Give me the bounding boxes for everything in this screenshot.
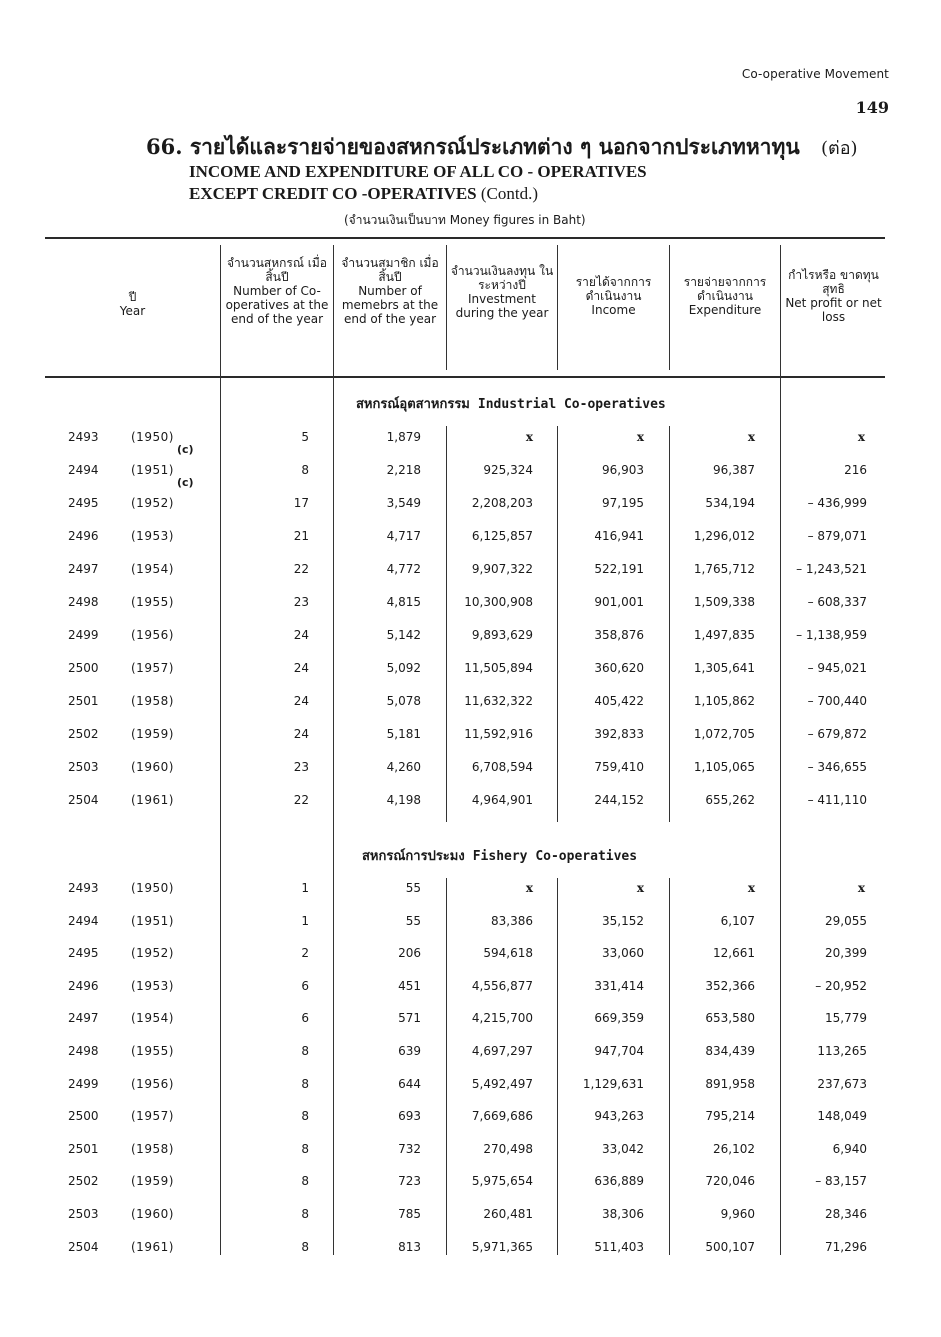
members-count: 5,092 xyxy=(386,661,421,675)
investment-value: 11,592,916 xyxy=(464,727,533,741)
investment-value: 6,708,594 xyxy=(471,760,533,774)
members-count: 4,772 xyxy=(386,562,421,576)
net-value: x xyxy=(857,881,865,895)
year-ad: (1959) xyxy=(131,1174,174,1189)
members-count: 644 xyxy=(398,1076,421,1091)
expenditure-value: 834,439 xyxy=(705,1044,755,1058)
coops-count: 24 xyxy=(293,628,309,642)
coops-count: 24 xyxy=(293,661,309,675)
year-ad: (1956) xyxy=(131,628,174,642)
income-value: 392,833 xyxy=(594,727,644,741)
year-be: 2503 xyxy=(68,1207,99,1221)
net-value: – 1,138,959 xyxy=(796,628,867,642)
year-ad: (1952) xyxy=(131,946,174,961)
income-value: 244,152 xyxy=(594,793,644,807)
table-title-thai xyxy=(146,131,858,164)
footnote-mark: (c) xyxy=(177,476,194,489)
year-be: 2497 xyxy=(68,562,99,576)
investment-value: x xyxy=(525,881,533,895)
expenditure-value: 891,958 xyxy=(705,1076,755,1091)
members-count: 813 xyxy=(398,1239,421,1254)
coops-count: 24 xyxy=(293,727,309,741)
expenditure-value: 1,105,862 xyxy=(693,694,755,708)
investment-value: 11,632,322 xyxy=(464,694,533,708)
members-count: 785 xyxy=(398,1207,421,1221)
year-be: 2501 xyxy=(68,1141,99,1156)
net-value: – 608,337 xyxy=(807,595,867,609)
table-row xyxy=(0,562,941,582)
table-row xyxy=(0,1109,941,1129)
year-be: 2502 xyxy=(68,1174,99,1189)
members-count: 55 xyxy=(405,913,421,928)
members-count: 639 xyxy=(398,1044,421,1058)
table-row xyxy=(0,979,941,999)
table-row xyxy=(0,727,941,747)
year-ad: (1958) xyxy=(131,694,174,708)
table-row xyxy=(0,595,941,615)
net-value: – 346,655 xyxy=(807,760,867,774)
column-divider-1 xyxy=(220,245,221,1255)
table-row xyxy=(0,1174,941,1194)
title-en-contd: (Contd.) xyxy=(480,184,539,203)
table-row xyxy=(0,661,941,681)
year-be: 2502 xyxy=(68,727,99,741)
expenditure-value: 12,661 xyxy=(713,946,755,961)
running-head: Co-operative Movement xyxy=(741,67,889,81)
investment-value: 9,907,322 xyxy=(471,562,533,576)
table-row xyxy=(0,430,941,456)
net-value: 113,265 xyxy=(817,1044,867,1058)
expenditure-value: 1,497,835 xyxy=(693,628,755,642)
net-value: – 700,440 xyxy=(807,694,867,708)
col-header-net: กำไรหรือ ขาดทุนสุทธิ Net profit or net loss xyxy=(785,268,882,324)
net-value: 20,399 xyxy=(825,946,867,961)
table-row xyxy=(0,529,941,549)
year-be: 2493 xyxy=(68,881,99,895)
year-ad: (1954) xyxy=(131,562,174,576)
coops-count: 23 xyxy=(293,760,309,774)
income-value: 636,889 xyxy=(594,1174,644,1189)
year-ad: (1954) xyxy=(131,1011,174,1026)
coops-count: 8 xyxy=(301,1239,309,1254)
income-value: 669,359 xyxy=(594,1011,644,1026)
coops-count: 17 xyxy=(293,496,309,510)
net-value: 148,049 xyxy=(817,1109,867,1124)
year-be: 2497 xyxy=(68,1011,99,1026)
column-divider-2 xyxy=(333,245,334,1255)
expenditure-value: 26,102 xyxy=(713,1141,755,1156)
year-ad: (1951) xyxy=(131,463,174,477)
year-be: 2500 xyxy=(68,1109,99,1124)
column-divider-5-fishery xyxy=(669,878,670,1255)
coops-count: 8 xyxy=(301,1141,309,1156)
expenditure-value: 1,105,065 xyxy=(693,760,755,774)
coops-count: 22 xyxy=(293,562,309,576)
income-value: 522,191 xyxy=(594,562,644,576)
year-ad: (1951) xyxy=(131,913,174,928)
income-value: 901,001 xyxy=(594,595,644,609)
coops-count: 8 xyxy=(301,1044,309,1058)
year-ad: (1960) xyxy=(131,760,174,774)
investment-value: 6,125,857 xyxy=(471,529,533,543)
expenditure-value: 1,072,705 xyxy=(693,727,755,741)
members-count: 4,717 xyxy=(386,529,421,543)
year-be: 2500 xyxy=(68,661,99,675)
investment-value: 4,215,700 xyxy=(471,1011,533,1026)
footnote-mark: (c) xyxy=(177,443,194,456)
coops-count: 6 xyxy=(301,978,309,993)
investment-value: 5,492,497 xyxy=(471,1076,533,1091)
investment-value: 260,481 xyxy=(483,1207,533,1221)
income-value: 33,060 xyxy=(602,946,644,961)
table-row xyxy=(0,1044,941,1064)
income-value: 97,195 xyxy=(602,496,644,510)
table-row xyxy=(0,793,941,813)
income-value: 38,306 xyxy=(602,1207,644,1221)
expenditure-value: x xyxy=(747,430,755,444)
net-value: – 1,243,521 xyxy=(796,562,867,576)
investment-value: 925,324 xyxy=(483,463,533,477)
investment-value: 5,971,365 xyxy=(471,1239,533,1254)
year-ad: (1960) xyxy=(131,1207,174,1221)
table-row xyxy=(0,914,941,934)
year-ad: (1958) xyxy=(131,1141,174,1156)
net-value: 28,346 xyxy=(825,1207,867,1221)
expenditure-value: 655,262 xyxy=(705,793,755,807)
year-be: 2503 xyxy=(68,760,99,774)
investment-value: x xyxy=(525,430,533,444)
income-value: 33,042 xyxy=(602,1141,644,1156)
income-value: 947,704 xyxy=(594,1044,644,1058)
year-ad: (1953) xyxy=(131,529,174,543)
members-count: 5,078 xyxy=(386,694,421,708)
income-value: 1,129,631 xyxy=(582,1076,644,1091)
investment-value: 4,556,877 xyxy=(471,978,533,993)
investment-value: 5,975,654 xyxy=(471,1174,533,1189)
income-value: 416,941 xyxy=(594,529,644,543)
income-value: 405,422 xyxy=(594,694,644,708)
year-be: 2495 xyxy=(68,496,99,510)
members-count: 732 xyxy=(398,1141,421,1156)
table-row xyxy=(0,496,941,516)
members-count: 451 xyxy=(398,978,421,993)
expenditure-value: 96,387 xyxy=(713,463,755,477)
year-be: 2496 xyxy=(68,529,99,543)
col-header-coops: จำนวนสหกรณ์ เมื่อสิ้นปี Number of Co-operatives at the end of the year xyxy=(225,256,329,326)
net-value: 29,055 xyxy=(825,913,867,928)
year-be: 2504 xyxy=(68,1239,99,1254)
investment-value: 10,300,908 xyxy=(464,595,533,609)
table-title-en-line2 xyxy=(189,184,538,204)
year-be: 2499 xyxy=(68,628,99,642)
table-row xyxy=(0,1011,941,1031)
expenditure-value: 720,046 xyxy=(705,1174,755,1189)
col-header-income: รายได้จากการ ดำเนินงาน Income xyxy=(575,275,652,317)
members-count: 571 xyxy=(398,1011,421,1026)
coops-count: 8 xyxy=(301,1207,309,1221)
title-en-line2-text: EXCEPT CREDIT CO -OPERATIVES xyxy=(189,184,477,203)
table-row xyxy=(0,760,941,780)
net-value: – 945,021 xyxy=(807,661,867,675)
unit-note: (จำนวนเงินเป็นบาท Money figures in Baht) xyxy=(344,213,586,227)
table-row xyxy=(0,1142,941,1162)
coops-count: 21 xyxy=(293,529,309,543)
column-divider-3-header xyxy=(446,245,447,370)
expenditure-value: 1,305,641 xyxy=(693,661,755,675)
table-row xyxy=(0,1077,941,1097)
section-title-industrial: สหกรณ์อุตสาหกรรม Industrial Co-operatives xyxy=(356,397,666,412)
table-row xyxy=(0,694,941,714)
table-row xyxy=(0,463,941,489)
coops-count: 1 xyxy=(301,881,309,895)
net-value: 71,296 xyxy=(825,1239,867,1254)
title-thai-text: รายได้และรายจ่ายของสหกรณ์ประเภทต่าง ๆ นอกจากประเภทหาทุน xyxy=(189,134,800,159)
members-count: 206 xyxy=(398,946,421,961)
year-be: 2504 xyxy=(68,793,99,807)
column-divider-4-fishery xyxy=(557,878,558,1255)
members-count: 2,218 xyxy=(386,463,421,477)
coops-count: 23 xyxy=(293,595,309,609)
net-value: – 20,952 xyxy=(815,978,867,993)
members-count: 723 xyxy=(398,1174,421,1189)
table-top-rule xyxy=(45,237,885,239)
investment-value: 11,505,894 xyxy=(464,661,533,675)
members-count: 4,815 xyxy=(386,595,421,609)
expenditure-value: 1,509,338 xyxy=(693,595,755,609)
income-value: 331,414 xyxy=(594,978,644,993)
year-be: 2494 xyxy=(68,913,99,928)
members-count: 3,549 xyxy=(386,496,421,510)
year-ad: (1953) xyxy=(131,978,174,993)
year-ad: (1961) xyxy=(131,793,174,807)
year-ad: (1957) xyxy=(131,661,174,675)
col-header-year: ปี Year xyxy=(119,290,146,318)
header-bottom-rule xyxy=(45,376,885,378)
members-count: 4,198 xyxy=(386,793,421,807)
coops-count: 2 xyxy=(301,946,309,961)
investment-value: 4,964,901 xyxy=(471,793,533,807)
year-be: 2495 xyxy=(68,946,99,961)
expenditure-value: 352,366 xyxy=(705,978,755,993)
page-number: 149 xyxy=(855,98,889,117)
members-count: 1,879 xyxy=(386,430,421,444)
year-be: 2494 xyxy=(68,463,99,477)
year-be: 2496 xyxy=(68,978,99,993)
net-value: – 436,999 xyxy=(807,496,867,510)
members-count: 4,260 xyxy=(386,760,421,774)
year-ad: (1955) xyxy=(131,595,174,609)
year-ad: (1952) xyxy=(131,496,174,510)
net-value: – 83,157 xyxy=(815,1174,867,1189)
investment-value: 4,697,297 xyxy=(471,1044,533,1058)
table-row xyxy=(0,1207,941,1227)
year-ad: (1950) xyxy=(131,881,174,895)
table-title-en-line1: INCOME AND EXPENDITURE OF ALL CO - OPERATIVES xyxy=(189,162,647,181)
year-be: 2501 xyxy=(68,694,99,708)
net-value: – 879,071 xyxy=(807,529,867,543)
expenditure-value: x xyxy=(747,881,755,895)
col-header-expenditure: รายจ่ายจากการ ดำเนินงาน Expenditure xyxy=(683,275,767,317)
coops-count: 8 xyxy=(301,1076,309,1091)
income-value: 96,903 xyxy=(602,463,644,477)
year-ad: (1956) xyxy=(131,1076,174,1091)
year-be: 2493 xyxy=(68,430,99,444)
table-number: 66. xyxy=(146,134,183,159)
column-divider-5-header xyxy=(669,245,670,370)
year-ad: (1957) xyxy=(131,1109,174,1124)
table-row xyxy=(0,1240,941,1260)
income-value: 759,410 xyxy=(594,760,644,774)
expenditure-value: 1,296,012 xyxy=(693,529,755,543)
coops-count: 6 xyxy=(301,1011,309,1026)
coops-count: 24 xyxy=(293,694,309,708)
members-count: 5,142 xyxy=(386,628,421,642)
expenditure-value: 500,107 xyxy=(705,1239,755,1254)
investment-value: 83,386 xyxy=(491,913,533,928)
expenditure-value: 534,194 xyxy=(705,496,755,510)
income-value: 35,152 xyxy=(602,913,644,928)
coops-count: 1 xyxy=(301,913,309,928)
investment-value: 9,893,629 xyxy=(471,628,533,642)
net-value: 15,779 xyxy=(825,1011,867,1026)
coops-count: 22 xyxy=(293,793,309,807)
expenditure-value: 1,765,712 xyxy=(693,562,755,576)
net-value: 216 xyxy=(844,463,867,477)
net-value: 6,940 xyxy=(832,1141,867,1156)
members-count: 55 xyxy=(405,881,421,895)
column-divider-6 xyxy=(780,245,781,1255)
year-be: 2499 xyxy=(68,1076,99,1091)
coops-count: 8 xyxy=(301,463,309,477)
investment-value: 594,618 xyxy=(483,946,533,961)
income-value: x xyxy=(636,430,644,444)
members-count: 693 xyxy=(398,1109,421,1124)
year-be: 2498 xyxy=(68,1044,99,1058)
year-ad: (1961) xyxy=(131,1239,174,1254)
column-divider-4-header xyxy=(557,245,558,370)
year-ad: (1959) xyxy=(131,727,174,741)
income-value: x xyxy=(636,881,644,895)
net-value: – 679,872 xyxy=(807,727,867,741)
members-count: 5,181 xyxy=(386,727,421,741)
income-value: 358,876 xyxy=(594,628,644,642)
investment-value: 2,208,203 xyxy=(471,496,533,510)
expenditure-value: 653,580 xyxy=(705,1011,755,1026)
section-title-fishery: สหกรณ์การประมง Fishery Co-operatives xyxy=(362,849,638,864)
investment-value: 270,498 xyxy=(483,1141,533,1156)
income-value: 511,403 xyxy=(594,1239,644,1254)
income-value: 360,620 xyxy=(594,661,644,675)
expenditure-value: 9,960 xyxy=(720,1207,755,1221)
investment-value: 7,669,686 xyxy=(471,1109,533,1124)
table-row xyxy=(0,946,941,966)
net-value: 237,673 xyxy=(817,1076,867,1091)
col-header-members: จำนวนสมาชิก เมื่อสิ้นปี Number of memebrs at the end of the year xyxy=(341,256,439,326)
col-header-investment: จำนวนเงินลงทุน ในระหว่างปี Investment during the year xyxy=(450,264,554,320)
net-value: – 411,110 xyxy=(807,793,867,807)
net-value: x xyxy=(857,430,865,444)
year-ad: (1950) xyxy=(131,430,174,444)
expenditure-value: 6,107 xyxy=(720,913,755,928)
table-row xyxy=(0,628,941,648)
coops-count: 8 xyxy=(301,1174,309,1189)
coops-count: 8 xyxy=(301,1109,309,1124)
year-be: 2498 xyxy=(68,595,99,609)
coops-count: 5 xyxy=(301,430,309,444)
title-thai-contd: (ต่อ) xyxy=(820,138,858,159)
year-ad: (1955) xyxy=(131,1044,174,1058)
table-row xyxy=(0,881,941,901)
income-value: 943,263 xyxy=(594,1109,644,1124)
expenditure-value: 795,214 xyxy=(705,1109,755,1124)
column-divider-3-fishery xyxy=(446,878,447,1255)
